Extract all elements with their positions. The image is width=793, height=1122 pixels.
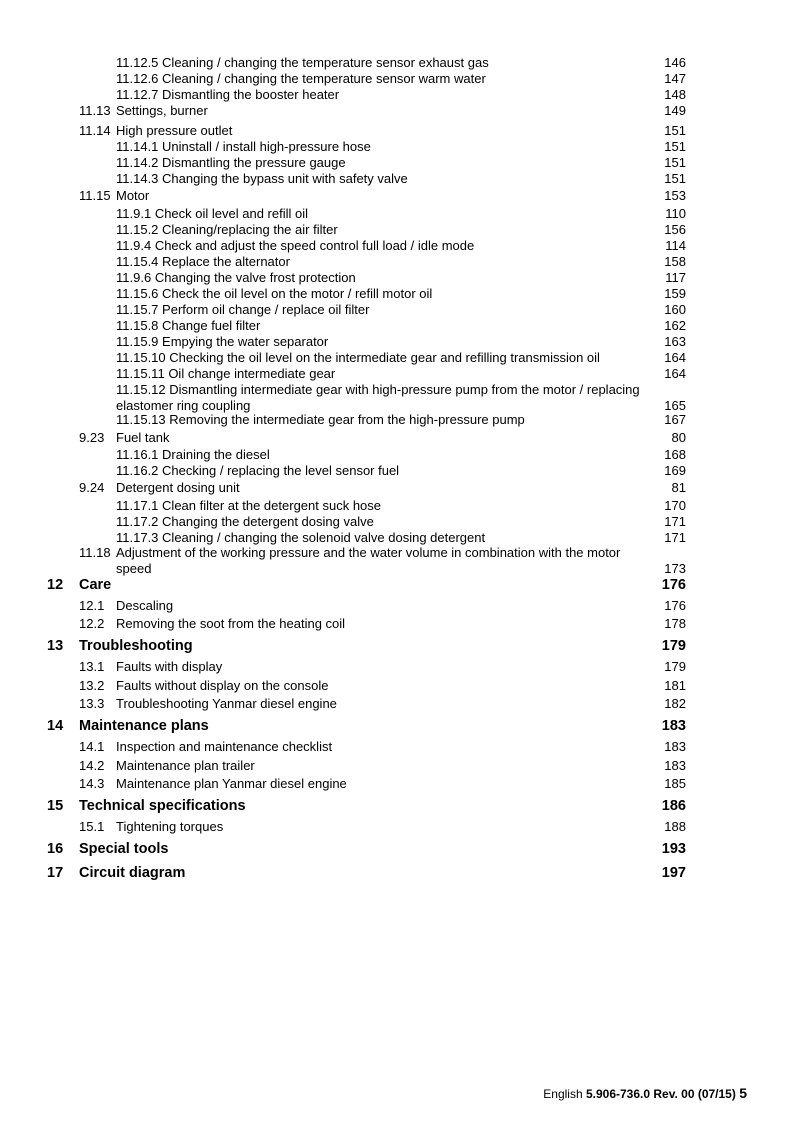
toc-entry-number: 11.15.8 bbox=[116, 318, 159, 333]
toc-entry-page: 170 bbox=[664, 498, 686, 513]
toc-entry-title: Dismantling the booster heater bbox=[162, 87, 340, 102]
toc-entry-label bbox=[116, 155, 346, 171]
toc-entry-label bbox=[116, 206, 308, 222]
toc-entry-number: 11.14.1 bbox=[116, 139, 159, 154]
toc-entry-page: 185 bbox=[664, 776, 686, 791]
toc-entry-number: 14 bbox=[47, 718, 64, 734]
toc-entry-title: Checking the oil level on the intermediate gear and refilling transmission oil bbox=[169, 350, 600, 365]
toc-entry[interactable] bbox=[0, 696, 793, 712]
toc-entry-number: 17 bbox=[47, 865, 64, 881]
toc-entry-number: 11.16.1 bbox=[116, 447, 159, 462]
toc-entry-label bbox=[116, 318, 260, 334]
toc-chapter-entry[interactable] bbox=[0, 797, 793, 815]
toc-entry[interactable] bbox=[0, 545, 793, 577]
toc-entry-page: 159 bbox=[664, 286, 686, 301]
toc-chapter-entry[interactable] bbox=[0, 840, 793, 858]
toc-chapter-entry[interactable] bbox=[0, 864, 793, 882]
toc-entry-number: 11.14.3 bbox=[116, 171, 159, 186]
toc-entry-page: 176 bbox=[661, 577, 686, 593]
toc-entry-label bbox=[116, 222, 338, 238]
toc-entry-title: Circuit diagram bbox=[79, 865, 186, 881]
toc-entry[interactable] bbox=[0, 739, 793, 755]
toc-entry-title: Empying the water separator bbox=[162, 334, 329, 349]
toc-entry-title: Perform oil change / replace oil filter bbox=[162, 302, 370, 317]
toc-entry-page: 171 bbox=[664, 514, 686, 529]
toc-entry[interactable] bbox=[0, 334, 793, 350]
toc-entry-number: 11.15 bbox=[79, 188, 111, 203]
toc-entry-page: 186 bbox=[661, 798, 686, 814]
toc-entry-page: 162 bbox=[664, 318, 686, 333]
toc-entry-label bbox=[116, 530, 485, 546]
toc-entry-title: Changing the detergent dosing valve bbox=[162, 514, 374, 529]
toc-entry-label bbox=[116, 139, 371, 155]
toc-entry-page: 151 bbox=[664, 123, 686, 138]
toc-entry-page: 167 bbox=[664, 412, 686, 427]
toc-entry-label bbox=[116, 302, 369, 318]
toc-entry-number: 11.15.10 bbox=[116, 350, 166, 365]
toc-entry-label bbox=[116, 463, 399, 479]
toc-entry-page: 169 bbox=[664, 463, 686, 478]
toc-entry-number: 16 bbox=[47, 841, 64, 857]
toc-entry-page: 163 bbox=[664, 334, 686, 349]
toc-entry[interactable] bbox=[0, 819, 793, 835]
toc-entry-page: 183 bbox=[664, 758, 686, 773]
toc-entry[interactable] bbox=[0, 480, 793, 496]
toc-entry-label bbox=[116, 55, 489, 71]
toc-entry-page: 80 bbox=[671, 430, 686, 445]
toc-entry-title: Removing the intermediate gear from the high-pressure pump bbox=[169, 412, 525, 427]
toc-entry-title: Changing the bypass unit with safety valve bbox=[162, 171, 408, 186]
toc-entry-title: Dismantling the pressure gauge bbox=[162, 155, 346, 170]
toc-entry-title: Detergent dosing unit bbox=[116, 480, 240, 495]
toc-entry-title: Fuel tank bbox=[116, 430, 170, 445]
toc-entry[interactable] bbox=[0, 514, 793, 530]
toc-entry-label bbox=[116, 254, 290, 270]
toc-entry-page: 149 bbox=[664, 103, 686, 118]
toc-entry-number: 12.2 bbox=[79, 616, 105, 631]
toc-entry-title: Troubleshooting bbox=[79, 638, 193, 654]
toc-entry-title: Cleaning / changing the temperature sensor exhaust gas bbox=[162, 55, 489, 70]
toc-entry-title: Motor bbox=[116, 188, 150, 203]
toc-entry-page: 182 bbox=[664, 696, 686, 711]
toc-entry[interactable] bbox=[0, 55, 793, 71]
toc-entry-title: Change fuel filter bbox=[162, 318, 261, 333]
toc-entry[interactable] bbox=[0, 87, 793, 103]
toc-entry-number: 14.3 bbox=[79, 776, 105, 791]
toc-entry-page: 158 bbox=[664, 254, 686, 269]
toc-entry[interactable] bbox=[0, 412, 793, 428]
toc-entry-title: Oil change intermediate gear bbox=[168, 366, 336, 381]
toc-entry-title: Technical specifications bbox=[79, 798, 246, 814]
toc-entry-page: 197 bbox=[661, 865, 686, 881]
page-footer bbox=[543, 1085, 747, 1102]
toc-entry-page: 168 bbox=[664, 447, 686, 462]
toc-entry-number: 11.9.1 bbox=[116, 206, 152, 221]
toc-entry-page: 151 bbox=[664, 155, 686, 170]
footer-page-number: 5 bbox=[739, 1085, 747, 1101]
toc-entry-title: Tightening torques bbox=[116, 819, 224, 834]
toc-entry-title: High pressure outlet bbox=[116, 123, 233, 138]
toc-entry-number: 14.2 bbox=[79, 758, 105, 773]
toc-entry[interactable] bbox=[0, 286, 793, 302]
toc-entry[interactable] bbox=[0, 598, 793, 614]
toc-entry[interactable] bbox=[0, 71, 793, 87]
toc-entry-number: 11.15.13 bbox=[116, 412, 166, 427]
toc-entry[interactable] bbox=[0, 659, 793, 675]
toc-entry[interactable] bbox=[0, 103, 793, 119]
toc-entry-page: 193 bbox=[661, 841, 686, 857]
toc-entry-label bbox=[116, 498, 381, 514]
toc-entry-page: 156 bbox=[664, 222, 686, 237]
toc-entry-title: Removing the soot from the heating coil bbox=[116, 616, 346, 631]
toc-entry-title: Draining the diesel bbox=[162, 447, 270, 462]
toc-entry-number: 11.13 bbox=[79, 103, 111, 118]
footer-doc-number: 5.906-736.0 Rev. 00 (07/15) bbox=[585, 1087, 736, 1101]
toc-entry-label bbox=[116, 447, 270, 463]
toc-entry-title: Maintenance plans bbox=[79, 718, 209, 734]
toc-entry-page: 117 bbox=[665, 270, 686, 285]
toc-entry-number: 11.9.6 bbox=[116, 270, 152, 285]
toc-entry-page: 151 bbox=[664, 139, 686, 154]
toc-entry-page: 176 bbox=[664, 598, 686, 613]
toc-entry-label bbox=[116, 270, 356, 286]
toc-entry[interactable] bbox=[0, 776, 793, 792]
toc-entry-number: 11.15.11 bbox=[116, 366, 165, 381]
toc-entry-page: 164 bbox=[664, 350, 686, 365]
toc-entry-number: 14.1 bbox=[79, 739, 105, 754]
toc-entry[interactable] bbox=[0, 238, 793, 254]
toc-entry-title: Descaling bbox=[116, 598, 174, 613]
toc-entry-number: 15.1 bbox=[79, 819, 105, 834]
toc-entry-title: Inspection and maintenance checklist bbox=[116, 739, 333, 754]
toc-entry[interactable] bbox=[0, 382, 793, 414]
toc-entry-page: 81 bbox=[671, 480, 686, 495]
toc-entry-page: 114 bbox=[665, 238, 686, 253]
toc-entry-title: Check oil level and refill oil bbox=[154, 206, 308, 221]
toc-entry-number: 11.15.2 bbox=[116, 222, 159, 237]
toc-entry-page: 171 bbox=[664, 530, 686, 545]
toc-entry-number: 11.17.3 bbox=[116, 530, 159, 545]
toc-entry-label bbox=[116, 238, 474, 254]
toc-entry[interactable] bbox=[0, 318, 793, 334]
toc-entry[interactable] bbox=[0, 498, 793, 514]
toc-entry-page: 151 bbox=[664, 171, 686, 186]
toc-entry-page: 147 bbox=[664, 71, 686, 86]
toc-entry-title: Adjustment of the working pressure and the water volume in combination with the motor speed bbox=[116, 545, 621, 576]
toc-entry-label bbox=[116, 87, 339, 103]
toc-entry-title: Uninstall / install high-pressure hose bbox=[162, 139, 371, 154]
toc-entry-title: Maintenance plan Yanmar diesel engine bbox=[116, 776, 347, 791]
toc-entry[interactable] bbox=[0, 188, 793, 204]
toc-entry-number: 11.15.12 bbox=[116, 382, 166, 397]
toc-entry-number: 13 bbox=[47, 638, 64, 654]
toc-entry-page: 148 bbox=[664, 87, 686, 102]
toc-entry-title: Cleaning / changing the solenoid valve dosing detergent bbox=[162, 530, 486, 545]
toc-entry-label bbox=[116, 286, 432, 302]
toc-entry-number: 9.23 bbox=[79, 430, 105, 445]
toc-entry[interactable] bbox=[0, 350, 793, 366]
toc-entry-title: Replace the alternator bbox=[162, 254, 290, 269]
toc-entry-title: Special tools bbox=[79, 841, 169, 857]
toc-entry-number: 11.16.2 bbox=[116, 463, 159, 478]
toc-entry-page: 146 bbox=[664, 55, 686, 70]
toc-entry-title: Maintenance plan trailer bbox=[116, 758, 255, 773]
toc-entry[interactable] bbox=[0, 678, 793, 694]
toc-entry-page: 188 bbox=[664, 819, 686, 834]
toc-entry-label bbox=[116, 366, 335, 382]
toc-entry[interactable] bbox=[0, 222, 793, 238]
toc-entry-title: Checking / replacing the level sensor fuel bbox=[162, 463, 400, 478]
toc-entry-number: 13.2 bbox=[79, 678, 105, 693]
toc-entry-number: 11.14 bbox=[79, 123, 111, 138]
toc-entry-label bbox=[116, 334, 328, 350]
toc-entry-label bbox=[116, 412, 525, 428]
toc-entry-page: 164 bbox=[664, 366, 686, 381]
toc-entry[interactable] bbox=[0, 155, 793, 171]
toc-entry-page: 183 bbox=[661, 718, 686, 734]
toc-entry-number: 13.1 bbox=[79, 659, 105, 674]
toc-entry-label bbox=[116, 514, 374, 530]
toc-entry-label bbox=[116, 71, 486, 87]
toc-entry-number: 11.17.1 bbox=[116, 498, 159, 513]
toc-entry[interactable] bbox=[0, 366, 793, 382]
toc-entry-number: 11.12.7 bbox=[116, 87, 159, 102]
toc-entry-page: 173 bbox=[664, 561, 686, 576]
toc-entry-page: 153 bbox=[664, 188, 686, 203]
toc-entry-number: 12.1 bbox=[79, 598, 105, 613]
toc-entry-number: 11.12.6 bbox=[116, 71, 159, 86]
toc-entry-title: Changing the valve frost protection bbox=[154, 270, 356, 285]
toc-entry-page: 183 bbox=[664, 739, 686, 754]
toc-entry-title: Care bbox=[79, 577, 112, 593]
toc-chapter-entry[interactable] bbox=[0, 576, 793, 594]
toc-entry-number: 15 bbox=[47, 798, 64, 814]
toc-entry-number: 13.3 bbox=[79, 696, 105, 711]
toc-entry-number: 11.14.2 bbox=[116, 155, 159, 170]
toc-chapter-entry[interactable] bbox=[0, 717, 793, 735]
toc-entry-page: 160 bbox=[664, 302, 686, 317]
toc-entry[interactable] bbox=[0, 430, 793, 446]
toc-entry[interactable] bbox=[0, 616, 793, 632]
toc-entry-title: Check the oil level on the motor / refill motor oil bbox=[162, 286, 433, 301]
toc-entry-title: Troubleshooting Yanmar diesel engine bbox=[116, 696, 337, 711]
toc-entry-page: 165 bbox=[664, 398, 686, 413]
toc-entry-number: 11.18 bbox=[79, 545, 111, 560]
toc-entry-number: 11.15.9 bbox=[116, 334, 159, 349]
toc-entry-label bbox=[116, 382, 656, 414]
toc-entry[interactable] bbox=[0, 270, 793, 286]
toc-entry-number: 9.24 bbox=[79, 480, 105, 495]
toc-entry-number: 11.9.4 bbox=[116, 238, 152, 253]
toc-entry-label bbox=[116, 171, 408, 187]
toc-entry[interactable] bbox=[0, 254, 793, 270]
toc-entry-page: 110 bbox=[665, 206, 686, 221]
toc-entry[interactable] bbox=[0, 171, 793, 187]
toc-entry-title: Settings, burner bbox=[116, 103, 208, 118]
toc-entry-page: 178 bbox=[664, 616, 686, 631]
toc-entry-title: Faults without display on the console bbox=[116, 678, 329, 693]
toc-entry-title: Check and adjust the speed control full load / idle mode bbox=[154, 238, 475, 253]
toc-entry-page: 179 bbox=[664, 659, 686, 674]
toc-entry-title: Dismantling intermediate gear with high-pressure pump from the motor / replacing elastomer ring coupling bbox=[116, 382, 640, 413]
toc-entry[interactable] bbox=[0, 758, 793, 774]
toc-entry[interactable] bbox=[0, 139, 793, 155]
toc-entry[interactable] bbox=[0, 530, 793, 546]
toc-entry[interactable] bbox=[0, 302, 793, 318]
toc-entry-title: Clean filter at the detergent suck hose bbox=[162, 498, 382, 513]
toc-entry-page: 179 bbox=[661, 638, 686, 654]
toc-entry-number: 12 bbox=[47, 577, 64, 593]
toc-entry-number: 11.12.5 bbox=[116, 55, 159, 70]
toc-entry-page: 181 bbox=[664, 678, 686, 693]
toc-chapter-entry[interactable] bbox=[0, 637, 793, 655]
toc-entry-number: 11.17.2 bbox=[116, 514, 159, 529]
toc-entry-number: 11.15.6 bbox=[116, 286, 159, 301]
toc-entry[interactable] bbox=[0, 123, 793, 139]
toc-entry-title: Faults with display bbox=[116, 659, 223, 674]
toc-entry-title: Cleaning/replacing the air filter bbox=[162, 222, 338, 237]
toc-entry[interactable] bbox=[0, 447, 793, 463]
toc-entry[interactable] bbox=[0, 206, 793, 222]
toc-entry-number: 11.15.4 bbox=[116, 254, 159, 269]
footer-language: English bbox=[543, 1087, 583, 1101]
toc-entry[interactable] bbox=[0, 463, 793, 479]
toc-entry-label bbox=[116, 350, 600, 366]
toc-entry-number: 11.15.7 bbox=[116, 302, 159, 317]
toc-entry-title: Cleaning / changing the temperature sensor warm water bbox=[162, 71, 486, 86]
